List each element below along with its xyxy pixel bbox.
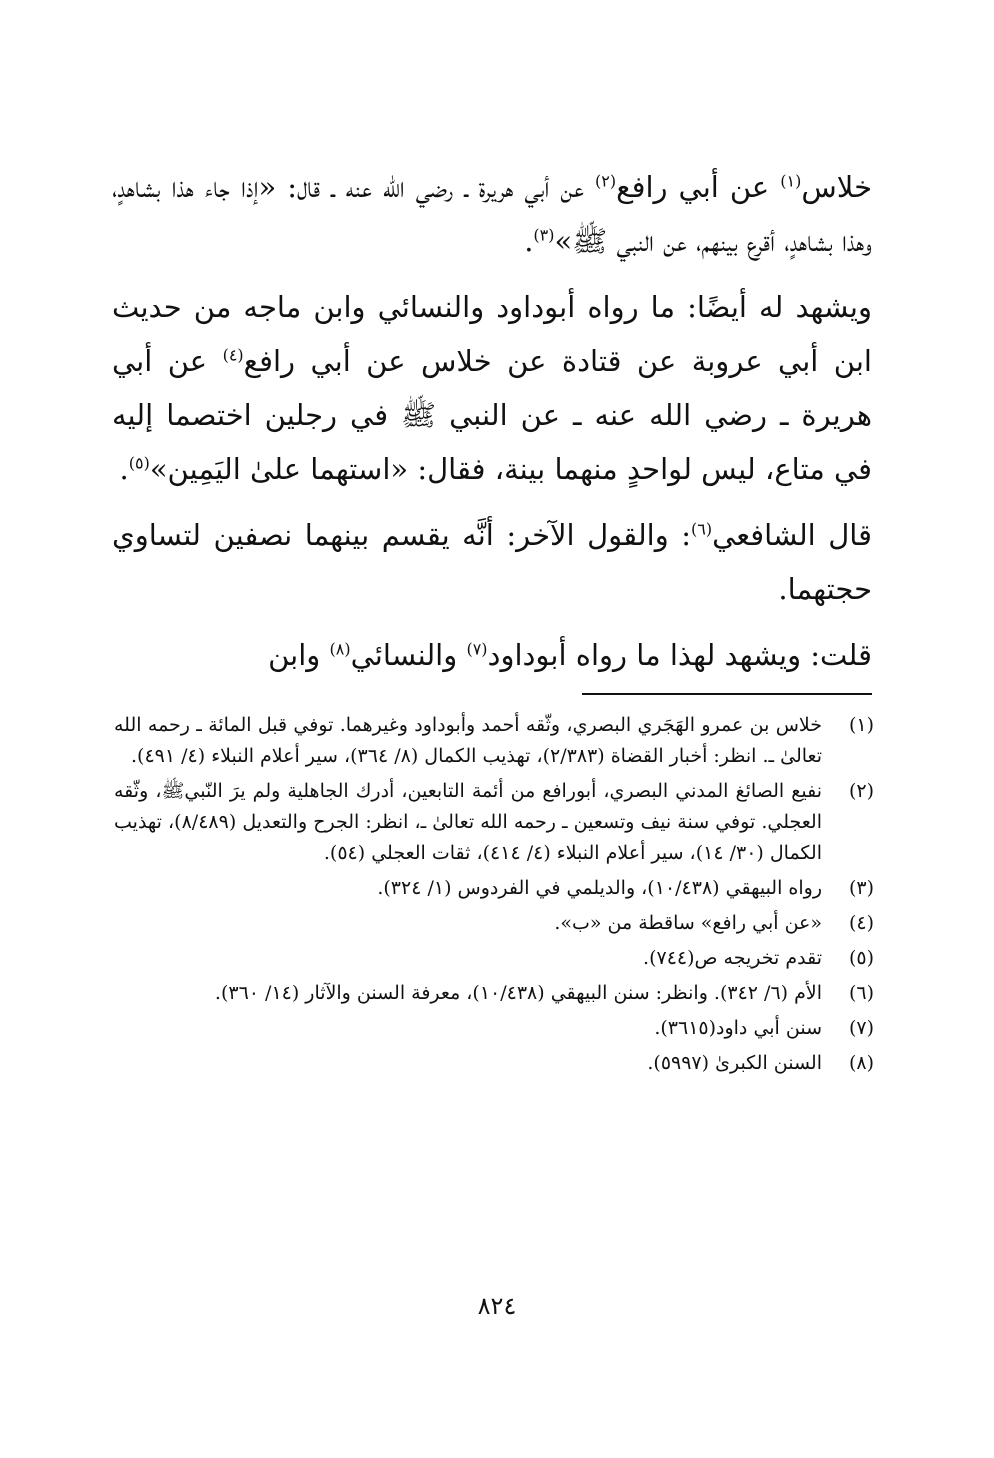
text-segment: والنسائي [350, 638, 467, 672]
footnote-1 [114, 710, 874, 772]
page-number: ٨٢٤ [477, 1292, 517, 1320]
footnote-6 [114, 978, 874, 1009]
footnote-ref-4[interactable]: (٤) [222, 345, 244, 365]
text-segment: عن أبي رافع [616, 170, 781, 204]
footnote-8 [114, 1048, 874, 1079]
footnote-text: «عن أبي رافع» ساقطة من «ب». [554, 912, 822, 934]
footnote-ref-6[interactable]: (٦) [691, 519, 713, 539]
text-segment: عن أبي هريرة ـ رضي الله عنه ـ قال: «إذا جاء هذا بشاهدٍ، وهذا بشاهدٍ، أقرع بينهم، عن النبي ﷺ» [112, 170, 872, 258]
text-segment: ويشهد له أيضًا: ما رواه أبوداود والنسائي وابن ماجه من حديث ابن أبي عروبة عن قتادة عن خلاس عن أبي رافع [112, 290, 872, 378]
footnote-text: رواه البيهقي (١٠/٤٣٨)، والديلمي في الفردوس (١/ ٣٢٤). [377, 877, 822, 899]
footnote-number: (٧) [848, 1017, 874, 1039]
footnote-ref-5[interactable]: (٥) [128, 453, 150, 473]
footnote-3 [114, 873, 874, 904]
text-segment: خلاس [801, 170, 872, 204]
paragraph-3 [112, 508, 872, 616]
text-segment: قال الشافعي [712, 518, 872, 552]
footnote-4 [114, 908, 874, 939]
text-segment: . [119, 452, 129, 486]
footnote-text: الأم (٦/ ٣٤٢). وانظر: سنن البيهقي (١٠/٤٣٨)، معرفة السنن والآثار (١٤/ ٣٦٠). [214, 982, 822, 1004]
footnote-ref-1[interactable]: (١) [780, 171, 802, 191]
footnote-number: (٢) [848, 780, 874, 802]
text-segment: . [524, 224, 534, 258]
footnote-7 [114, 1013, 874, 1044]
footnote-2 [114, 776, 874, 869]
paragraph-4 [112, 628, 872, 682]
paragraph-1 [112, 160, 872, 268]
footnote-text: سنن أبي داود(٣٦١٥). [654, 1017, 822, 1039]
footnote-number: (٥) [848, 947, 874, 969]
text-segment: قلت: ويشهد لهذا ما رواه أبوداود [487, 638, 872, 672]
footnote-ref-7[interactable]: (٧) [466, 639, 488, 659]
text-segment: : والقول الآخر: أنَّه يقسم بينهما نصفين لتساوي حجتهما. [112, 518, 872, 606]
footnote-text: السنن الكبرىٰ (٥٩٩٧). [647, 1052, 822, 1074]
text-segment: وابن [268, 638, 330, 672]
main-text [112, 160, 872, 694]
footnote-ref-8[interactable]: (٨) [329, 639, 351, 659]
footnote-divider [582, 693, 872, 695]
footnote-ref-3[interactable]: (٣) [533, 225, 555, 245]
footnotes [114, 710, 874, 1083]
footnote-number: (٤) [848, 912, 874, 934]
footnote-ref-2[interactable]: (٢) [595, 171, 617, 191]
footnote-text: خلاس بن عمرو الهَجَري البصري، وثّقه أحمد وأبوداود وغيرهما. توفي قبل المائة ـ رحمه الله تعالىٰ ـ. انظر: أخبار القضاة (٢/٣٨٣)، تهذيب الكمال (٨/ ٣٦٤)، سير أعلام النبلاء (٤/ ٤٩١). [114, 714, 822, 767]
footnote-number: (٦) [848, 982, 874, 1004]
footnote-number: (٣) [848, 877, 874, 899]
paragraph-2 [112, 280, 872, 496]
footnote-number: (٨) [848, 1052, 874, 1074]
footnote-5 [114, 943, 874, 974]
footnote-text: نفيع الصائغ المدني البصري، أبورافع من أئمة التابعين، أدرك الجاهلية ولم يرَ النّبيﷺ، وثّقه العجلي. توفي سنة نيف وتسعين ـ رحمه الله تعالىٰ ـ، انظر: الجرح والتعديل (٨/٤٨٩)، تهذيب الكمال (٣٠/ ١٤)، سير أعلام النبلاء (٤/ ٤١٤)، ثقات العجلي (٥٤). [114, 780, 822, 864]
footnote-text: تقدم تخريجه ص(٧٤٤). [643, 947, 822, 969]
text-segment: عن أبي هريرة ـ رضي الله عنه ـ عن النبي ﷺ في رجلين اختصما إليه في متاع، ليس لواحدٍ منهما بينة، فقال: «استهما علىٰ اليَمِين» [112, 344, 872, 486]
footnote-number: (١) [848, 714, 874, 736]
